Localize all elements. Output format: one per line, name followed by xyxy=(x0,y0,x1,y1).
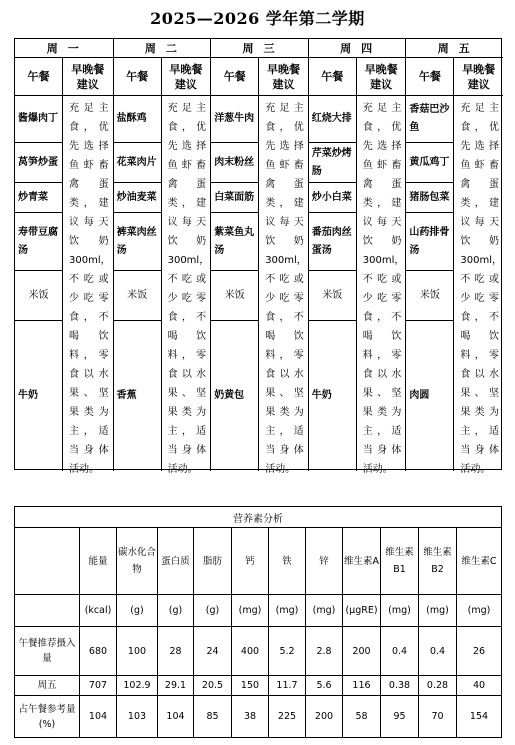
value-cell: 225 xyxy=(269,696,306,738)
value-cell: 95 xyxy=(381,696,419,738)
menu-table xyxy=(14,38,502,475)
day-column-tue xyxy=(113,39,211,475)
value-cell: 104 xyxy=(80,696,117,738)
dish-cell: 白菜面筋 xyxy=(211,183,258,213)
unit-cell: (mg) xyxy=(457,595,502,627)
value-cell: 5.2 xyxy=(269,627,306,676)
value-cell: 28 xyxy=(158,627,194,676)
lunch-header: 午餐 xyxy=(15,58,63,95)
dish-cell: 香菇巴沙鱼 xyxy=(406,96,453,143)
dish-cell: 寿带豆腐汤 xyxy=(15,213,62,271)
page-title: 2025—2026 学年第二学期 xyxy=(150,9,365,28)
unit-row xyxy=(15,595,502,627)
value-cell: 0.4 xyxy=(381,627,419,676)
nutrient-header: 维生素A xyxy=(343,528,381,595)
value-cell: 38 xyxy=(232,696,269,738)
day-header: 周三 xyxy=(211,39,308,58)
value-cell: 40 xyxy=(457,676,502,696)
suggest-header: 早晚餐建议 xyxy=(169,63,203,91)
table-row xyxy=(15,696,502,738)
dish-cell: 紫菜鱼丸汤 xyxy=(211,213,258,271)
value-cell: 100 xyxy=(117,627,158,676)
value-cell: 26 xyxy=(457,627,502,676)
lunch-header: 午餐 xyxy=(309,58,357,95)
unit-cell: (kcal) xyxy=(80,595,117,627)
row-label: 占午餐参考量(%) xyxy=(15,696,80,738)
meal-suggestion: 充足主食，优先选择鱼虾畜禽蛋类，建议每天饮奶300ml，不吃或少吃零食，不喝饮料，零食以水果、坚果类为主，适当身体活动。 xyxy=(265,103,307,475)
dish-cell: 猪肠包菜 xyxy=(406,183,453,213)
lunch-column xyxy=(114,96,162,471)
suggest-header: 早晚餐建议 xyxy=(364,63,398,91)
value-cell: 0.28 xyxy=(419,676,457,696)
dish-cell: 米饭 xyxy=(211,271,258,321)
unit-cell: (g) xyxy=(194,595,232,627)
day-header: 周一 xyxy=(15,39,113,58)
dish-cell: 米饭 xyxy=(406,271,453,321)
dish-cell: 裤菜肉丝汤 xyxy=(114,213,161,271)
value-cell: 102.9 xyxy=(117,676,158,696)
nutrient-header: 锌 xyxy=(306,528,343,595)
value-cell: 400 xyxy=(232,627,269,676)
unit-cell: (mg) xyxy=(232,595,269,627)
dish-cell: 花菜肉片 xyxy=(114,143,161,183)
value-cell: 154 xyxy=(457,696,502,738)
suggest-header: 早晚餐建议 xyxy=(266,63,300,91)
dish-cell: 米饭 xyxy=(114,271,161,321)
suggest-header: 早晚餐建议 xyxy=(71,63,105,91)
value-cell: 29.1 xyxy=(158,676,194,696)
lunch-header: 午餐 xyxy=(114,58,162,95)
header-row xyxy=(15,528,502,595)
suggest-header: 早晚餐建议 xyxy=(462,63,496,91)
value-cell: 680 xyxy=(80,627,117,676)
row-label: 午餐推荐摄入量 xyxy=(15,627,80,676)
day-column-wed xyxy=(210,39,308,475)
dish-cell: 酱爆肉丁 xyxy=(15,96,62,143)
lunch-header: 午餐 xyxy=(406,58,454,95)
lunch-column xyxy=(211,96,259,471)
value-cell: 0.38 xyxy=(381,676,419,696)
dish-cell: 番茄肉丝蛋汤 xyxy=(309,213,356,271)
table-row xyxy=(15,676,502,696)
value-cell: 200 xyxy=(343,627,381,676)
table-row xyxy=(15,627,502,676)
meal-suggestion: 充足主食，优先选择鱼虾畜禽蛋类，建议每天饮奶300ml，不吃或少吃零食，不喝饮料，零食以水果、坚果类为主，适当身体活动。 xyxy=(362,103,405,475)
value-cell: 11.7 xyxy=(269,676,306,696)
dish-cell: 盐酥鸡 xyxy=(114,96,161,143)
unit-cell: (mg) xyxy=(269,595,306,627)
dish-cell: 炒小白菜 xyxy=(309,183,356,213)
value-cell: 58 xyxy=(343,696,381,738)
dish-cell: 黄瓜鸡丁 xyxy=(406,143,453,183)
dish-cell: 米饭 xyxy=(15,271,62,321)
day-column-fri xyxy=(405,39,503,475)
value-cell: 2.8 xyxy=(306,627,343,676)
unit-cell: (g) xyxy=(158,595,194,627)
nutrient-header: 维生素B1 xyxy=(381,528,419,595)
dish-cell: 莴笋炒蛋 xyxy=(15,143,62,183)
value-cell: 5.6 xyxy=(306,676,343,696)
day-header: 周五 xyxy=(406,39,503,58)
value-cell: 0.4 xyxy=(419,627,457,676)
dish-cell: 牛奶 xyxy=(311,390,332,401)
dish-cell: 芹菜炒烤肠 xyxy=(309,143,356,183)
nutrition-table xyxy=(14,506,502,738)
value-cell: 104 xyxy=(158,696,194,738)
dish-cell: 炒青菜 xyxy=(15,183,62,213)
lunch-column xyxy=(15,96,63,471)
unit-cell: (g) xyxy=(117,595,158,627)
nutrient-header: 碳水化合物 xyxy=(117,528,158,595)
day-header: 周二 xyxy=(114,39,211,58)
meal-suggestion: 充足主食，优先选择鱼虾畜禽蛋类，建议每天饮奶300ml，不吃或少吃零食，不喝饮料，零食以水果、坚果类为主，适当身体活动。 xyxy=(460,103,502,475)
value-cell: 707 xyxy=(80,676,117,696)
unit-cell: (mg) xyxy=(306,595,343,627)
dish-cell: 肉圆 xyxy=(409,390,430,401)
dish-cell: 肉末粉丝 xyxy=(211,143,258,183)
dish-cell: 香蕉 xyxy=(116,390,137,401)
value-cell: 24 xyxy=(194,627,232,676)
unit-cell: (mg) xyxy=(419,595,457,627)
value-cell: 20.5 xyxy=(194,676,232,696)
lunch-column xyxy=(406,96,454,471)
lunch-column xyxy=(309,96,357,471)
value-cell: 150 xyxy=(232,676,269,696)
nutrient-header: 钙 xyxy=(232,528,269,595)
sub-header xyxy=(309,58,406,96)
nutrition-caption: 营养素分析 xyxy=(15,507,502,528)
corner-cell xyxy=(15,595,80,627)
dish-cell: 山药排骨汤 xyxy=(406,213,453,271)
corner-cell xyxy=(15,528,80,595)
value-cell: 116 xyxy=(343,676,381,696)
day-header: 周四 xyxy=(309,39,406,58)
value-cell: 200 xyxy=(306,696,343,738)
dish-cell: 洋葱牛肉 xyxy=(211,96,258,143)
value-cell: 70 xyxy=(419,696,457,738)
value-cell: 85 xyxy=(194,696,232,738)
dish-cell: 红烧大排 xyxy=(309,96,356,143)
day-column-mon xyxy=(15,39,113,475)
day-column-thu xyxy=(308,39,406,475)
nutrient-header: 脂肪 xyxy=(194,528,232,595)
meal-suggestion: 充足主食，优先选择鱼虾畜禽蛋类，建议每天饮奶300ml，不吃或少吃零食，不喝饮料，零食以水果、坚果类为主，适当身体活动。 xyxy=(167,103,210,475)
unit-cell: (mg) xyxy=(381,595,419,627)
unit-cell: (μgRE) xyxy=(343,595,381,627)
dish-cell: 米饭 xyxy=(309,271,356,321)
sub-header xyxy=(15,58,113,96)
sub-header xyxy=(406,58,503,96)
dish-cell: 牛奶 xyxy=(18,390,38,401)
nutrient-header: 维生素C xyxy=(457,528,502,595)
nutrient-header: 铁 xyxy=(269,528,306,595)
nutrient-header: 维生素B2 xyxy=(419,528,457,595)
nutrient-header: 蛋白质 xyxy=(158,528,194,595)
nutrient-header: 能量 xyxy=(80,528,117,595)
lunch-header: 午餐 xyxy=(211,58,259,95)
sub-header xyxy=(114,58,211,96)
dish-cell: 奶黄包 xyxy=(214,390,245,401)
value-cell: 103 xyxy=(117,696,158,738)
dish-cell: 炒油麦菜 xyxy=(114,183,161,213)
row-label: 周五 xyxy=(15,676,80,696)
sub-header xyxy=(211,58,308,96)
meal-suggestion: 充足主食，优先选择鱼虾畜禽蛋类，建议每天饮奶300ml，不吃或少吃零食，不喝饮料，零食以水果、坚果类为主，适当身体活动。 xyxy=(69,103,111,475)
